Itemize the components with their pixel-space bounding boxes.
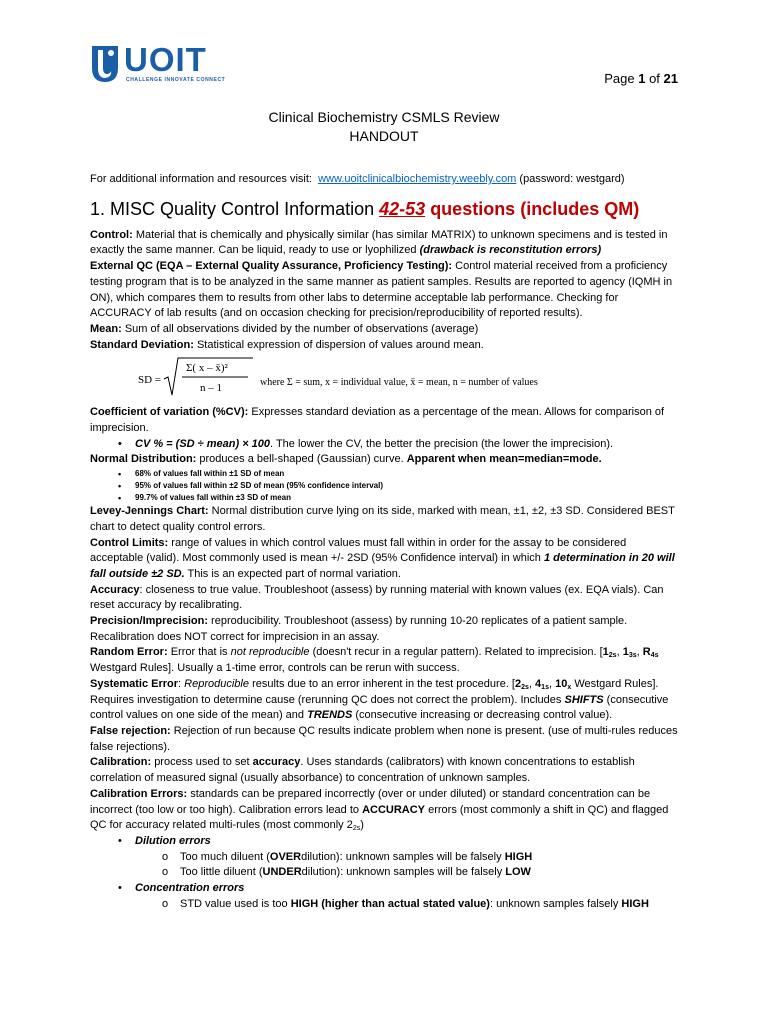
list-item: • 95% of values fall within ±2 SD of mean (95% confidence interval): [90, 480, 680, 492]
concentration-errors-sublist: [90, 897, 680, 913]
title-line-2: HANDOUT: [349, 128, 419, 144]
list-item: o STD value used is too HIGH (higher than actual stated value): unknown samples falsely HIGH: [90, 897, 680, 913]
list-item: • 68% of values fall within ±1 SD of mean: [90, 468, 680, 480]
calibration-definition: Calibration: process used to set accuracy. Uses standards (calibrators) with known concentrations to establish correlation of measured signal (usually absorbance) to concentration of unknown samples.: [90, 756, 635, 785]
dilution-errors-list: [90, 834, 680, 850]
dilution-errors-sublist: [90, 850, 680, 881]
cv-definition: Coefficient of variation (%CV): Expresses standard deviation as a percentage of the mean. Allows for comparison of imprecision.: [90, 406, 665, 435]
mean-definition: Mean: Sum of all observations divided by the number of observations (average): [90, 322, 479, 335]
list-item: • Dilution errors: [90, 834, 680, 850]
logo-wordmark: UOIT: [124, 41, 207, 78]
title-line-1: Clinical Biochemistry CSMLS Review: [268, 109, 500, 125]
sd-formula: [90, 353, 680, 405]
normal-distribution-list: [90, 468, 680, 504]
false-rejection-definition: False rejection: Rejection of run because QC results indicate problem when none is present. (use of multi-rules reduces false rejections).: [90, 724, 678, 753]
uoit-shield-icon: [90, 44, 120, 84]
page-number: Page 1 of 21: [604, 71, 678, 86]
normal-distribution-definition: Normal Distribution: produces a bell-shaped (Gaussian) curve. Apparent when mean=median=mode.: [90, 453, 602, 466]
logo-tagline: CHALLENGE INNOVATE CONNECT: [126, 77, 226, 83]
list-item: o Too little diluent (UNDERdilution): unknown samples will be falsely LOW: [90, 865, 680, 881]
sd-formula-graphic: [138, 355, 558, 401]
systematic-error-definition: Systematic Error: Reproducible results due to an error inherent in the test procedure. [$2_{2s}$, $4_{1s}$, $10_x$ Westgard Rules]. Requires investigation to determine cause (rerunning QC does not correct the problem). Includes SHIFTS (consecutive control values on one side of the mean) and TRENDS (consecutive increasing or decreasing control value).: [90, 677, 669, 722]
formula-where: where Σ = sum, x = individual value, x̄ = mean, n = number of values: [260, 377, 538, 389]
formula-numerator: Σ( x – x̄)²: [186, 362, 228, 375]
eqa-definition: External QC (EQA – External Quality Assurance, Proficiency Testing): Control material received from a proficiency testing program that is to be analyzed in the same manner as patient samples. Results are reported to agency (IQMH in ON), which compares them to results from other labs to determine acceptable lab performance. Checking for ACCURACY of lab results (and on occasion checking for precision/reproducibility of reported results).: [90, 260, 673, 320]
sd-definition: Standard Deviation: Statistical expression of dispersion of values around mean.: [90, 338, 484, 351]
section-heading: 1. MISC Quality Control Information 42-53 questions (includes QM): [90, 198, 640, 219]
random-error-definition: Random Error: Error that is not reproducible (doesn't recur in a regular pattern). Related to imprecision. [$1_{2s}$, $1_{3s}$, $R_{4s}$ Westgard Rules]. Usually a 1-time error, controls can be rerun with success.: [90, 646, 659, 675]
control-definition: Control: Material that is chemically and physically similar (has similar MATRIX) to unknown specimens and is tested in exactly the same manner. Can be liquid, ready to use or lyophilized (drawback is reconstitution errors): [90, 228, 668, 257]
uoit-logo: [90, 41, 226, 86]
list-item: • Concentration errors: [90, 881, 680, 897]
formula-denominator: n – 1: [200, 382, 222, 395]
accuracy-definition: Accuracy: closeness to true value. Troubleshoot (assess) by running material with known values (ex. EQA vials). Can reset accuracy by recalibrating.: [90, 583, 664, 612]
list-item: • 99.7% of values fall within ±3 SD of mean: [90, 492, 680, 504]
document-title: [0, 108, 768, 146]
levey-jennings-definition: Levey-Jennings Chart: Normal distribution curve lying on its side, marked with mean, ±1, ±2, ±3 SD. Considered BEST chart to detect quality control errors.: [90, 505, 675, 533]
formula-lhs: SD =: [138, 374, 162, 387]
list-item: • CV % = (SD ÷ mean) × 100. The lower the CV, the better the precision (the lower the imprecision).: [90, 437, 680, 453]
website-link[interactable]: www.uoitclinicalbiochemistry.weebly.com: [318, 173, 517, 185]
list-item: o Too much diluent (OVERdilution): unknown samples will be falsely HIGH: [90, 850, 680, 866]
control-limits-definition: Control Limits: range of values in which control values must fall within in order for the assay to be considered acceptable (valid). Most commonly used is mean +/- 2SD (95% Confidence interval) in which 1 determination in 20 will fall outside ±2 SD. This is an expected part of normal variation.: [90, 536, 675, 580]
intro-line: For additional information and resources visit: www.uoitclinicalbiochemistry.weebly.com (password: westgard): [90, 173, 625, 185]
precision-definition: Precision/Imprecision: reproducibility. Troubleshoot (assess) by running 10-20 replicates of a patient sample. Recalibration does NOT correct for imprecision in an assay.: [90, 615, 628, 643]
cv-list: [90, 437, 680, 453]
calibration-errors-definition: Calibration Errors: standards can be prepared incorrectly (over or under diluted) or standard concentration can be incorrect (too low or too high). Calibration errors lead to ACCURACY errors (most commonly a shift in QC) and flagged QC for accuracy related multi-rules (most commonly $2_{2s}$): [90, 787, 669, 833]
handout-body: [90, 172, 680, 912]
concentration-errors-list: [90, 881, 680, 897]
